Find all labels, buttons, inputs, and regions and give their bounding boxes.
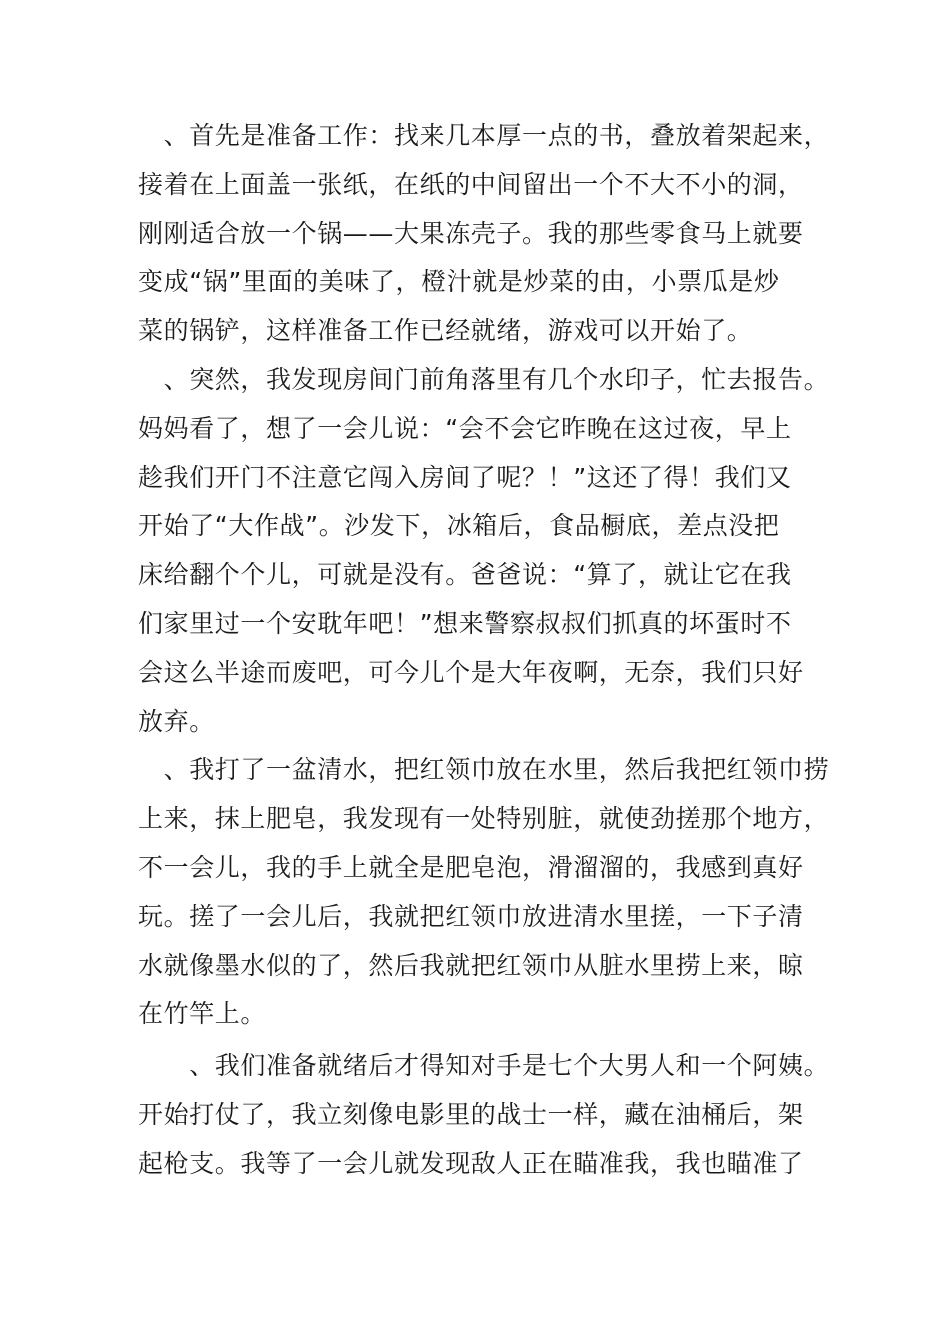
text-line: 会这么半途而废吧，可今儿个是大年夜啊，无奈，我们只好 (138, 657, 804, 687)
text-line: 、首先是准备工作：找来几本厚一点的书，叠放着架起来， (138, 121, 830, 150)
text-line: 床给翻个个儿，可就是没有。爸爸说：“算了，就让它在我 (138, 560, 792, 590)
text-line: 水就像墨水似的了，然后我就把红领巾从脏水里捞上来，晾 (138, 950, 804, 980)
text-line: 开始了“大作战”。沙发下，冰箱后，食品橱底，差点没把 (138, 511, 780, 541)
text-line: 们家里过一个安耽年吧！”想来警察叔叔们抓真的坏蛋时不 (138, 608, 792, 638)
text-line: 玩。搓了一会儿后，我就把红领巾放进清水里搓，一下子清 (138, 901, 804, 931)
text-line: 菜的锅铲，这样准备工作已经就绪，游戏可以开始了。 (138, 316, 753, 346)
text-line: 在竹竿上。 (138, 999, 267, 1029)
text-line: 趁我们开门不注意它闯入房间了呢？！”这还了得！我们又 (138, 462, 792, 492)
text-line: 上来，抹上肥皂，我发现有一处特别脏，就使劲搓那个地方， (138, 804, 830, 834)
document-body (138, 112, 838, 1189)
text-line: 、我们准备就绪后才得知对手是七个大男人和一个阿姨。 (138, 1051, 830, 1081)
text-line: 接着在上面盖一张纸，在纸的中间留出一个不大不小的洞， (138, 169, 804, 199)
text-line: 、突然，我发现房间门前角落里有几个水印子，忙去报告。 (138, 364, 830, 394)
text-line: 、我打了一盆清水，把红领巾放在水里，然后我把红领巾捞 (138, 755, 830, 785)
text-line: 放弃。 (138, 706, 215, 736)
text-line: 刚刚适合放一个锅——大果冻壳子。我的那些零食马上就要 (138, 218, 804, 248)
text-line: 起枪支。我等了一会儿就发现敌人正在瞄准我，我也瞄准了 (138, 1148, 804, 1178)
text-line: 变成“锅”里面的美味了，橙汁就是炒菜的由，小票瓜是炒 (138, 267, 780, 297)
text-line: 开始打仗了，我立刻像电影里的战士一样，藏在油桶后，架 (138, 1099, 804, 1129)
text-line: 妈妈看了，想了一会儿说：“会不会它昨晚在这过夜，早上 (138, 413, 792, 443)
text-line: 不一会儿，我的手上就全是肥皂泡，滑溜溜的，我感到真好 (138, 852, 804, 882)
